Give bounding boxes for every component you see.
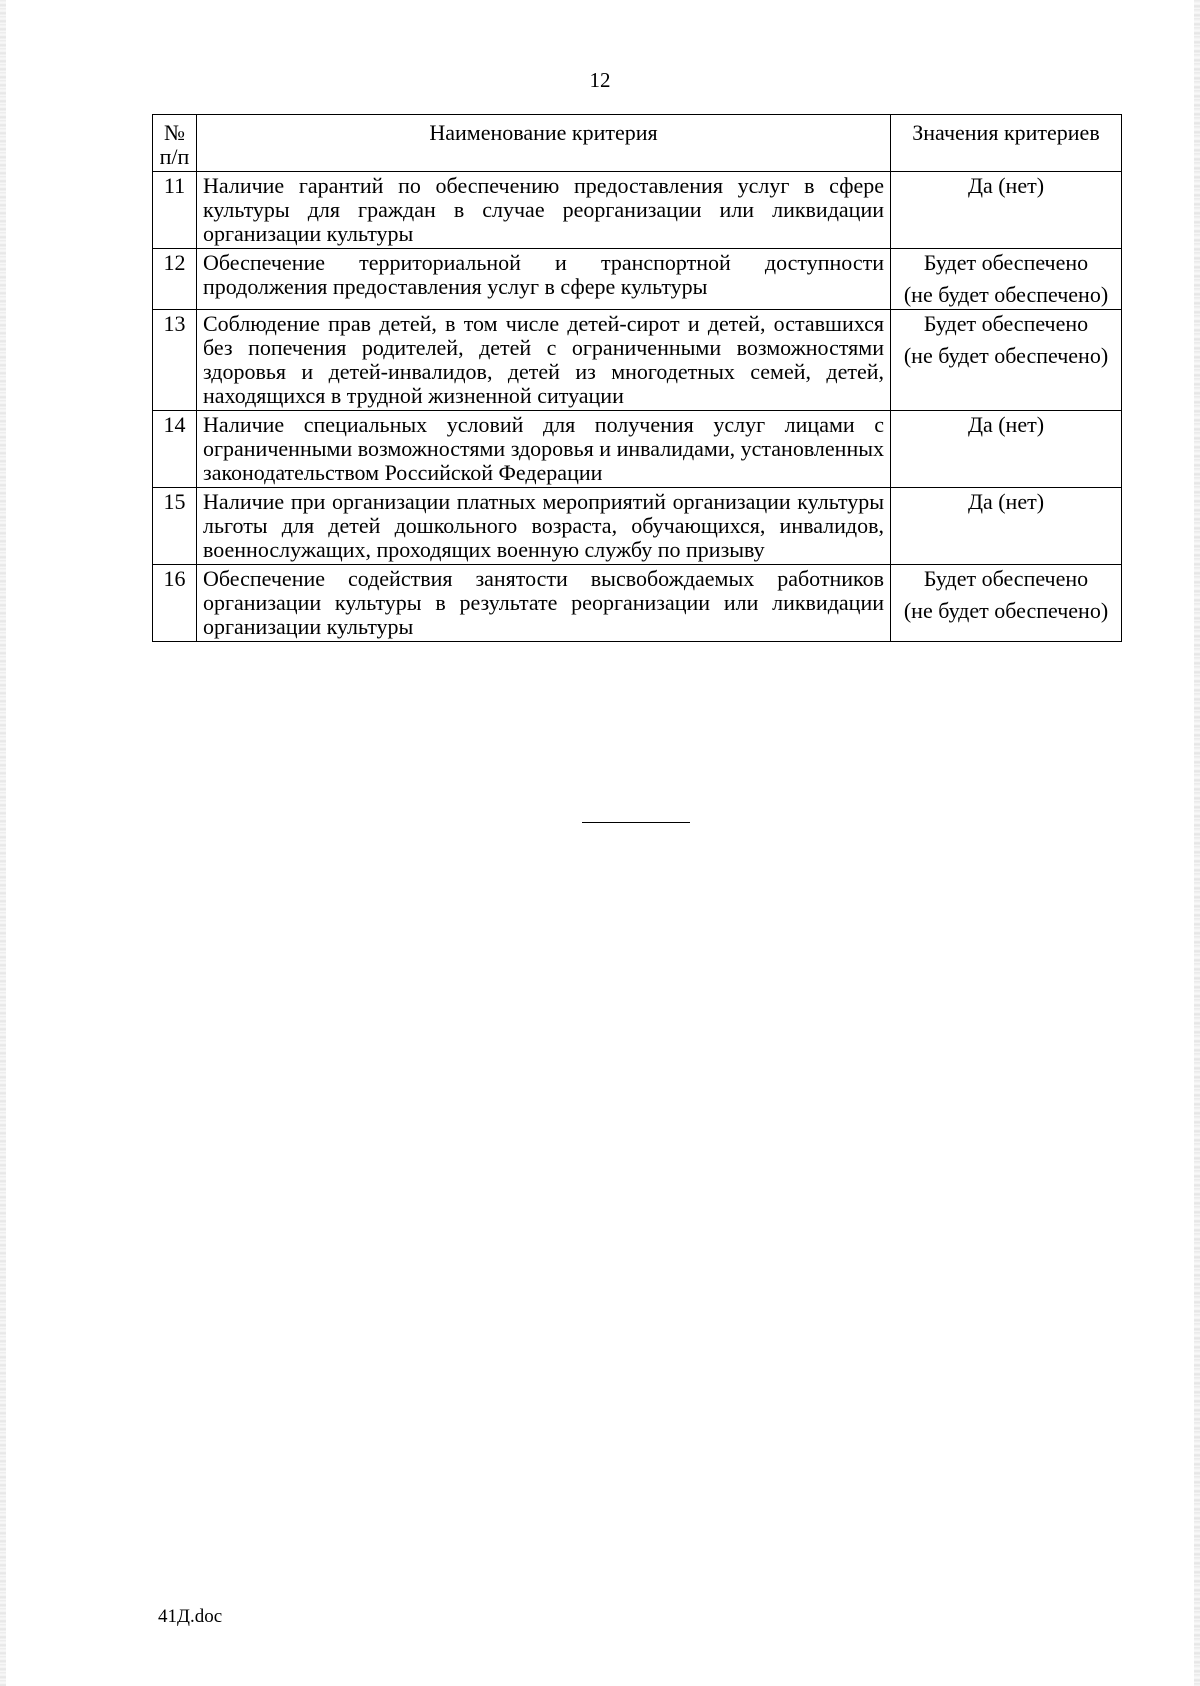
table-row	[153, 488, 1122, 565]
header-num: № п/п	[153, 115, 197, 172]
row-criterion-name: Обеспечение содействия занятости высвобождаемых работников организации культуры в результате реорганизации или ликвидации организации культуры	[197, 565, 891, 642]
table-row	[153, 249, 1122, 310]
row-criterion-name: Соблюдение прав детей, в том числе детей-сирот и детей, оставшихся без попечения родителей, детей с ограниченными возможностями здоровья и детей-инвалидов, детей из многодетных семей, детей, находящихся в трудной жизненной ситуации	[197, 310, 891, 411]
end-separator-line	[582, 822, 690, 823]
row-num: 14	[153, 411, 197, 488]
row-criterion-name: Наличие при организации платных мероприятий организации культуры льготы для детей дошкольного возраста, обучающихся, инвалидов, военнослужащих, проходящих военную службу по призыву	[197, 488, 891, 565]
row-criterion-value	[891, 172, 1122, 249]
value-line: Будет обеспечено	[923, 250, 1089, 275]
table-row	[153, 411, 1122, 488]
value-line: Да (нет)	[967, 489, 1045, 514]
table-row	[153, 172, 1122, 249]
value-line: Да (нет)	[967, 412, 1045, 437]
row-num: 11	[153, 172, 197, 249]
row-criterion-value	[891, 249, 1122, 310]
value-line: Да (нет)	[967, 173, 1045, 198]
value-line: Будет обеспечено	[923, 566, 1089, 591]
row-num: 15	[153, 488, 197, 565]
table-header-row	[153, 115, 1122, 172]
table-row	[153, 310, 1122, 411]
row-criterion-name: Наличие специальных условий для получения услуг лицами с ограниченными возможностями здоровья и инвалидами, установленных законодательством Российской Федерации	[197, 411, 891, 488]
value-line: (не будет обеспечено)	[903, 598, 1109, 623]
row-num: 12	[153, 249, 197, 310]
row-num: 13	[153, 310, 197, 411]
row-criterion-name: Обеспечение территориальной и транспортной доступности продолжения предоставления услуг в сфере культуры	[197, 249, 891, 310]
value-line: (не будет обеспечено)	[903, 343, 1109, 368]
header-name: Наименование критерия	[197, 115, 891, 172]
value-line: (не будет обеспечено)	[903, 282, 1109, 307]
row-criterion-value	[891, 310, 1122, 411]
row-num: 16	[153, 565, 197, 642]
scan-edge-left	[0, 0, 6, 1686]
row-criterion-value	[891, 411, 1122, 488]
header-value: Значения критериев	[891, 115, 1122, 172]
criteria-table	[152, 114, 1122, 642]
row-criterion-value	[891, 488, 1122, 565]
row-criterion-name: Наличие гарантий по обеспечению предоставления услуг в сфере культуры для граждан в случае реорганизации или ликвидации организации культуры	[197, 172, 891, 249]
page-number: 12	[589, 68, 611, 92]
row-criterion-value	[891, 565, 1122, 642]
value-line: Будет обеспечено	[923, 311, 1089, 336]
scan-edge-right	[1194, 0, 1200, 1686]
footer-file-name: 41Д.doc	[158, 1606, 223, 1627]
table-row	[153, 565, 1122, 642]
